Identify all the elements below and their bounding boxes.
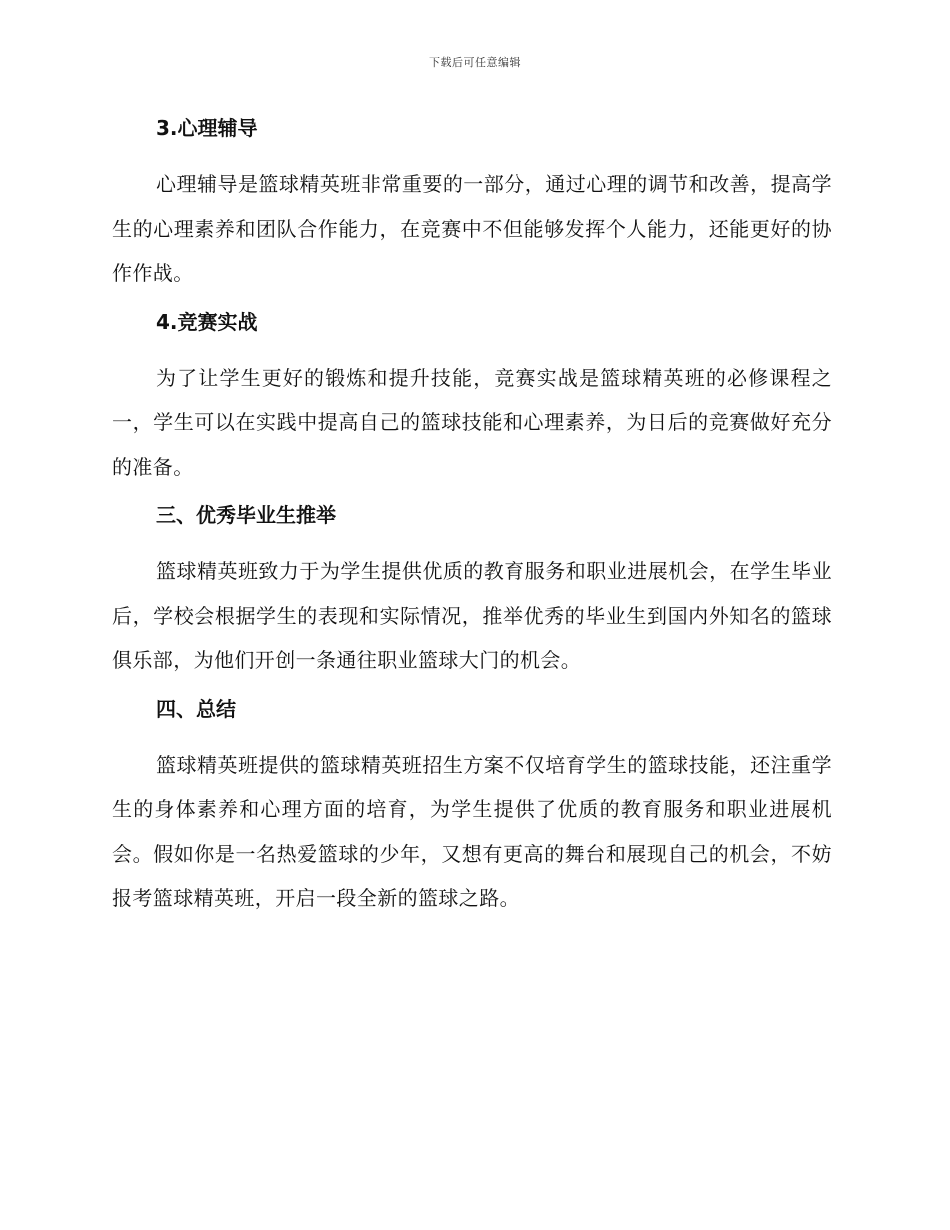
section-heading-summary: 四、总结 [156,696,236,721]
document-body [112,112,832,931]
section-paragraph-competition-practice: 为了让学生更好的锻炼和提升技能，竞赛实战是篮球精英班的必修课程之一，学生可以在实践中提高自己的篮球技能和心理素养，为日后的竞赛做好充分的准备。 [112,365,832,479]
section-paragraph-graduate-recommendation: 篮球精英班致力于为学生提供优质的教育服务和职业进展机会，在学生毕业后，学校会根据学生的表现和实际情况，推举优秀的毕业生到国内外知名的篮球俱乐部，为他们开创一条通往职业篮球大门的机会。 [112,559,832,672]
section-paragraph-summary: 篮球精英班提供的篮球精英班招生方案不仅培育学生的篮球技能，还注重学生的身体素养和心理方面的培育，为学生提供了优质的教育服务和职业进展机会。假如你是一名热爱篮球的少年，又想有更高的舞台和展现自己的机会，不妨报考篮球精英班，开启一段全新的篮球之路。 [112,752,832,910]
section-heading-competition-practice: 4.竞赛实战 [156,309,258,334]
page-header: 下载后可任意编辑 [429,56,521,69]
section-heading-psychological-counseling: 3.心理辅导 [156,116,258,140]
section-paragraph-psychological-counseling: 心理辅导是篮球精英班非常重要的一部分，通过心理的调节和改善，提高学生的心理素养和团队合作能力，在竞赛中不但能够发挥个人能力，还能更好的协作作战。 [112,172,832,285]
section-heading-graduate-recommendation: 三、优秀毕业生推举 [156,503,336,527]
